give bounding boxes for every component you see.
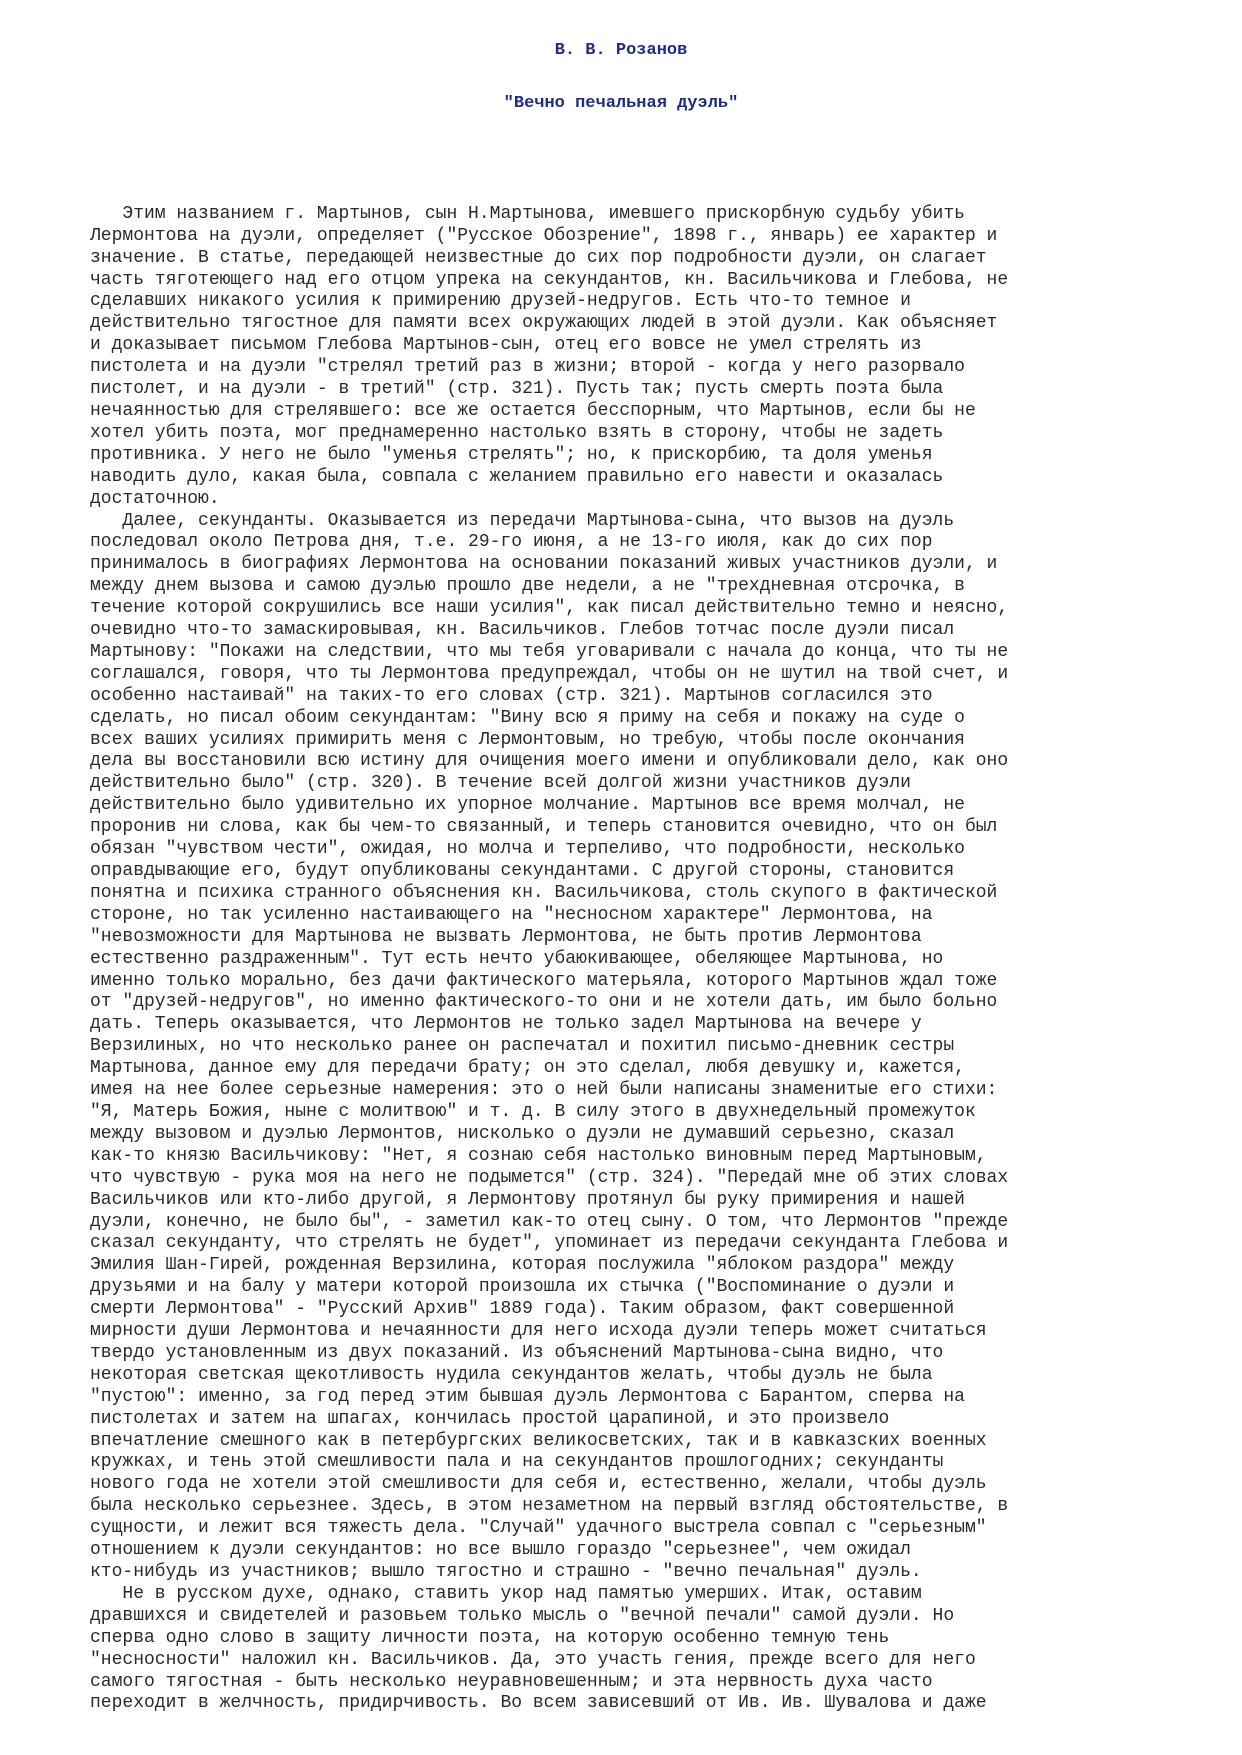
author-heading: В. В. Розанов — [554, 41, 688, 60]
article-body — [90, 160, 1190, 1737]
paragraph-3: Не в русском духе, однако, ставить укор над памятью умерших. Итак, оставим дравшихся и свидетелей и разовьем только мысль о "вечной печали" самой дуэли. Но сперва одно слово в защиту личности поэта, на которую особенно темную тень "несносности" наложил кн. Васильчиков. Да, это участь гения, прежде всего для него самого тягостная - быть несколько неуравновешенным; и эта нервность духа часто переходит в желчность, придирчивость. Во всем зависевший от Ив. Ив. Шувалова и даже — [90, 1583, 987, 1714]
paragraph-1: Этим названием г. Мартынов, сын Н.Мартынова, имевшего прискорбную судьбу убить Лермонтова на дуэли, определяет ("Русское Обозрение", 1898 г., январь) ее характер и значение. В статье, передающей неизвестные до сих пор подробности дуэли, он слагает часть тяготеющего над его отцом упрека на секундантов, кн. Васильчикова и Глебова, не сделавших никакого усилия к примирению друзей-недругов. Есть что-то темное и действительно тягостное для памяти всех окружающих людей в этой дуэли. Как объясняет и доказывает письмом Глебова Мартынов-сын, отец его вовсе не умел стрелять из пистолета и на дуэли "стрелял третий раз в жизни; второй - когда у него разорвало пистолет, и на дуэли - в третий" (стр. 321). Пусть так; пусть смерть поэта была нечаянностью для стрелявшего: все же остается бесспорным, что Мартынов, если бы не хотел убить поэта, мог преднамеренно настолько взять в сторону, чтобы не задеть противника. У него не было "уменья стрелять"; но, к прискорбию, та доля уменья наводить дуло, какая была, совпала с желанием правильно его навести и оказалась достаточною. — [90, 203, 1009, 509]
paragraph-2: Далее, секунданты. Оказывается из передачи Мартынова-сына, что вызов на дуэль последовал около Петрова дня, т.е. 29-го июня, а не 13-го июля, как до сих пор принималось в биографиях Лермонтова на основании показаний живых участников дуэли, и между днем вызова и самою дуэлью прошло две недели, а не "трехдневная отсрочка, в течение которой сокрушились все наши усилия", как писал действительно темно и неясно, очевидно что-то замаскировывая, кн. Васильчиков. Глебов тотчас после дуэли писал Мартынову: "Покажи на следствии, что мы тебя уговаривали с начала до конца, что ты не соглашался, говоря, что ты Лермонтова предупреждал, чтобы он не шутил на твой счет, и особенно настаивай" на таких-то его словах (стр. 321). Мартынов согласился это сделать, но писал обоим секундантам: "Вину всю я приму на себя и покажу на суде о всех ваших усилиях примирить меня с Лермонтовым, но требую, чтобы после окончания дела вы восстановили всю истину для очищения моего имени и опубликовали дело, как оно действительно было" (стр. 320). В течение всей долгой жизни участников дуэли действительно было удивительно их упорное молчание. Мартынов все время молчал, не проронив ни слова, как бы чем-то связанный, и теперь становится очевидно, что он был обязан "чувством чести", ожидая, но молча и терпеливо, что подробности, несколько оправдывающие его, будут опубликованы секундантами. С другой стороны, становится понятна и психика странного объяснения кн. Васильчикова, столь скупого в фактической стороне, но так усиленно настаивающего на "несносном характере" Лермонтова, на "невозможности для Мартынова не вызвать Лермонтова, не быть против Лермонтова естественно раздраженным". Тут есть нечто убаюкивающее, обеляющее Мартынова, но именно только морально, без дачи фактического матерьяла, которого Мартынов ждал тоже от "друзей-недругов", но именно фактического-то они и не хотели дать, им было больно дать. Теперь оказывается, что Лермонтов не только задел Мартынова на вечере у Верзилиных, но что несколько ранее он распечатал и похитил письмо-дневник сестры Мартынова, данное ему для передачи брату; он это сделал, любя девушку и, кажется, имея на нее более серьезные намерения: это о ней были написаны знаменитые его стихи: "Я, Матерь Божия, ныне с молитвою" и т. д. В силу этого в двухнедельный промежуток между вызовом и дуэлью Лермонтов, нисколько о дуэли не думавший серьезно, сказал как-то князю Васильчикову: "Нет, я сознаю себя настолько виновным перед Мартыновым, что чувствую - рука моя на него не подымется" (стр. 324). "Передай мне об этих словах Васильчиков или кто-либо другой, я Лермонтову протянул бы руку примирения и нашей дуэли, конечно, не было бы", - заметил как-то отец сыну. О том, что Лермонтов "прежде сказал секунданту, что стрелять не будет", упоминает из передачи секунданта Глебова и Эмилия Шан-Гирей, рожденная Верзилина, которая послужила "яблоком раздора" между друзьями и на балу у матери которой произошла их стычка ("Воспоминание о дуэли и смерти Лермонтова" - "Русский Архив" 1889 года). Таким образом, факт совершенной мирности души Лермонтова и нечаянности для него исхода дуэли теперь может считаться твердо установленным из двух показаний. Из объяснений Мартынова-сына видно, что некоторая светская щекотливость нудила секундантов желать, чтобы дуэль не была "пустою": именно, за год перед этим бывшая дуэль Лермонтова с Барантом, сперва на пистолетах и затем на шпагах, кончилась простой царапиной, и это произвело впечатление смешного как в петербургских великосветских, так и в кавказских военных кружках, и тень этой смешливости пала и на секундантов прошлогодних; секунданты нового года не хотели этой смешливости для себя и, естественно, желали, чтобы дуэль была несколько серьезнее. Здесь, в этом незаметном на первый взгляд обстоятельстве, в сущности, и лежит вся тяжесть дела. "Случай" удачного выстрела совпал с "серьезным" отношением к дуэли секундантов: но все вышло гораздо "серьезнее", чем ожидал кто-нибудь из участников; вышло тягостно и страшно - "вечно печальная" дуэль. — [90, 510, 1009, 1582]
article-title: "Вечно печальная дуэль" — [503, 94, 739, 113]
